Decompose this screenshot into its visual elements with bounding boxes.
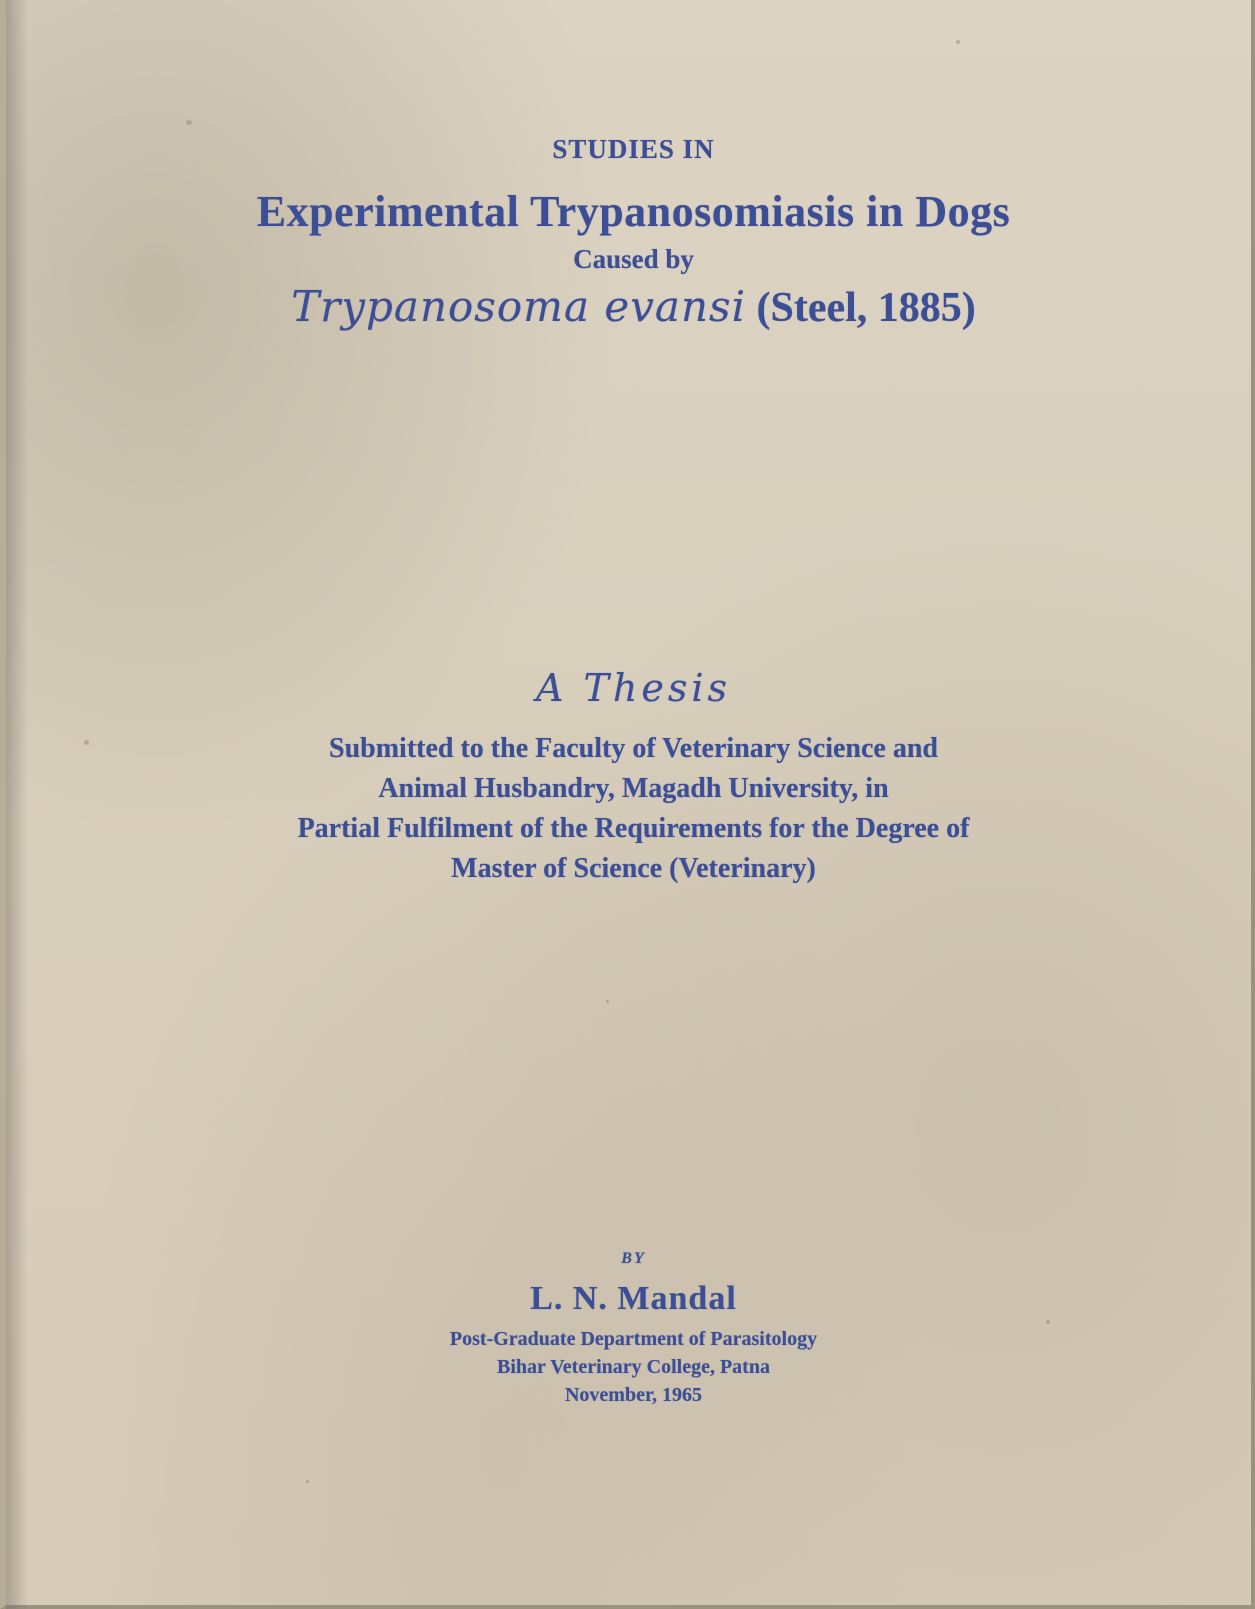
author-name: L. N. Mandal bbox=[530, 1280, 737, 1317]
submission-line: Master of Science (Veterinary) bbox=[451, 853, 816, 884]
submission-line: Animal Husbandry, Magadh University, in bbox=[378, 773, 889, 804]
college: Bihar Veterinary College, Patna bbox=[497, 1356, 770, 1378]
paper-speck bbox=[306, 1480, 309, 1483]
heading-studies-in: STUDIES IN bbox=[552, 134, 715, 164]
paper-speck bbox=[1046, 1320, 1050, 1324]
organism-italic: Trypanosoma evansi bbox=[291, 282, 746, 331]
organism-authority: (Steel, 1885) bbox=[756, 285, 976, 331]
by-label: BY bbox=[621, 1250, 646, 1267]
date: November, 1965 bbox=[564, 1384, 703, 1406]
main-title: Experimental Trypanosomiasis in Dogs bbox=[256, 187, 1011, 236]
caused-by-label: Caused by bbox=[573, 244, 694, 274]
submission-line: Submitted to the Faculty of Veterinary Science and bbox=[329, 733, 938, 764]
thesis-label: A Thesis bbox=[536, 666, 731, 710]
paper-speck bbox=[606, 1000, 609, 1003]
department: Post-Graduate Department of Parasitology bbox=[449, 1328, 818, 1350]
paper-speck bbox=[186, 120, 192, 125]
organism-name bbox=[6, 282, 1255, 332]
submission-line: Partial Fulfilment of the Requirements for the Degree of bbox=[297, 813, 970, 844]
paper-speck bbox=[956, 40, 960, 44]
